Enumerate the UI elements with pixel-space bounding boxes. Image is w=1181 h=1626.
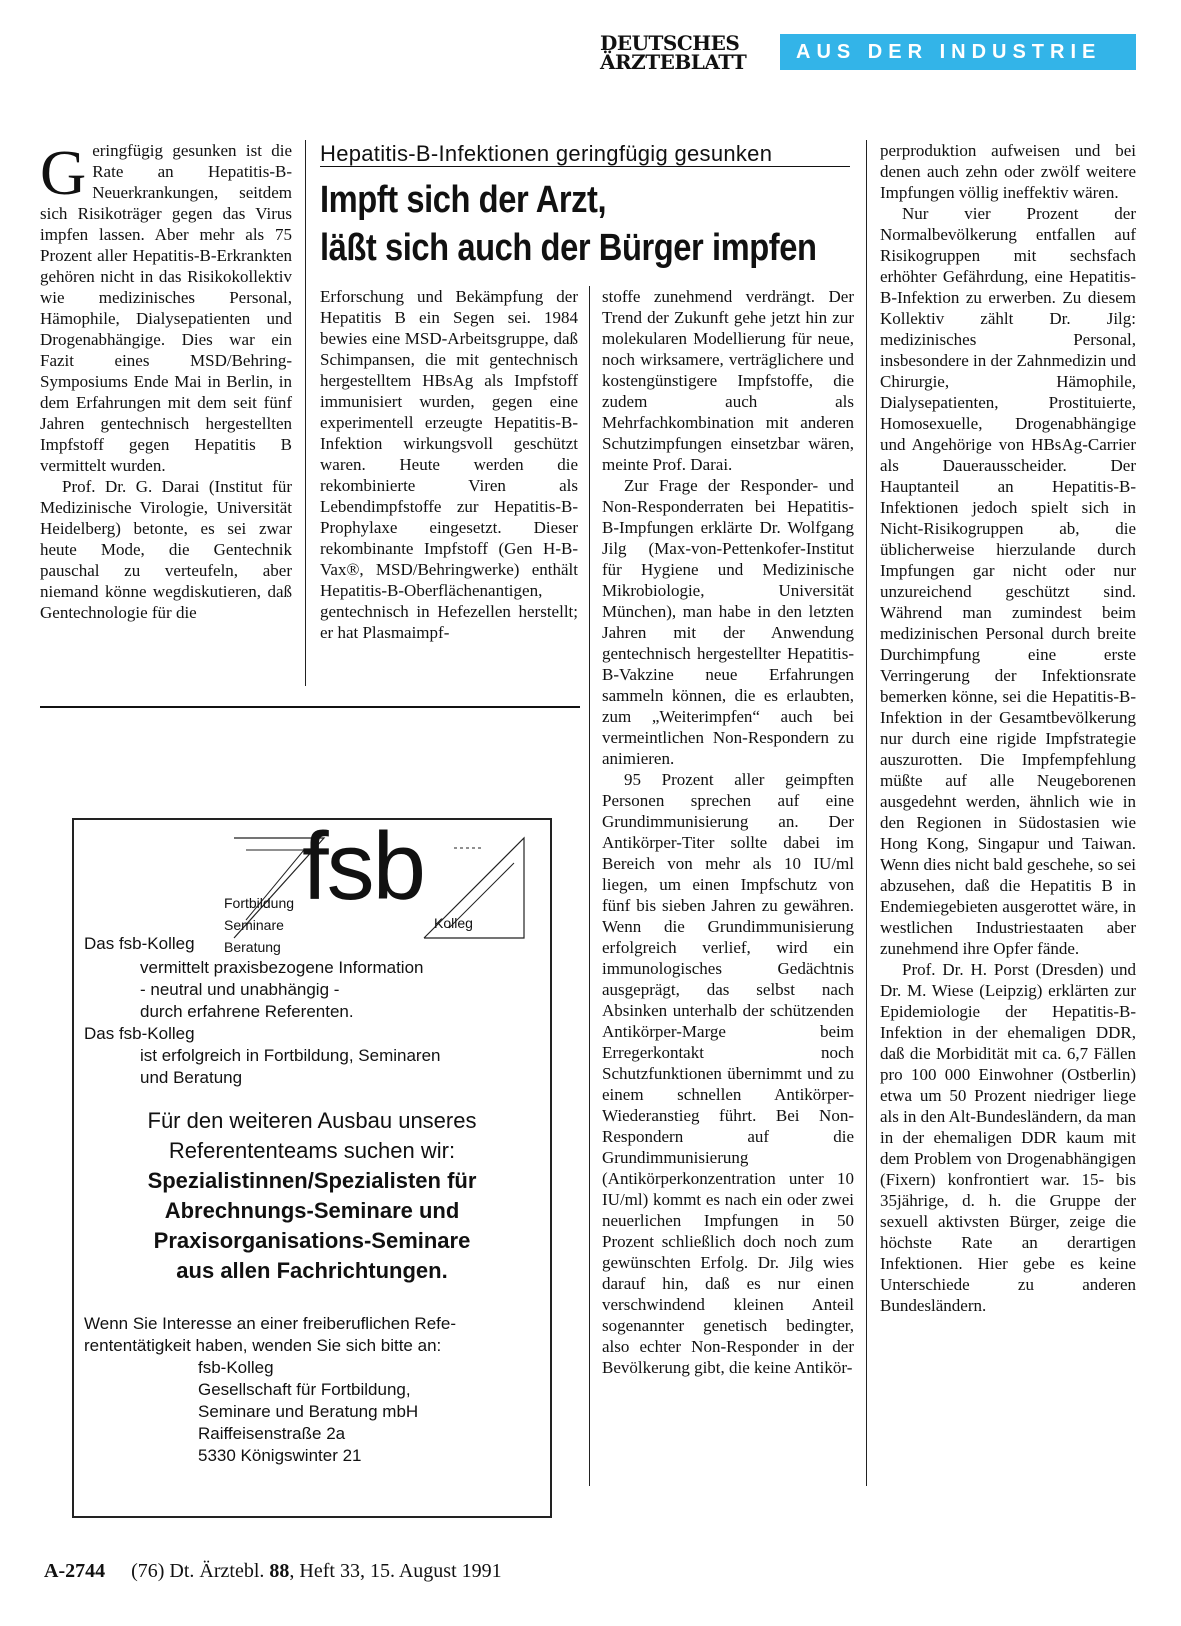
article-column-1 xyxy=(40,137,292,623)
column-divider xyxy=(305,140,306,686)
ad-address: 5330 Königswinter 21 xyxy=(198,1446,362,1465)
ad-text: rententätigkeit haben, wenden Sie sich bitte an: xyxy=(84,1336,442,1355)
ad-address: Seminare und Beratung mbH xyxy=(198,1402,419,1421)
paragraph: eringfügig gesunken ist die Rate an Hepatitis-B-Neuerkrankungen, seitdem sich Risikoträger gegen das Virus impfen lassen. Aber mehr als 75 Prozent aller Hepatitis-B-Erkrankten gehören nicht in das Risikokollektiv wie medizinisches Personal, Hämophile, Dialysepatienten und Drogenabhängige. Dies war ein Fazit eines MSD/Behring-Symposiums Ende Mai in Berlin, in dem Erfahrungen mit dem seit fünf Jahren gentechnisch hergestellten Impfstoff gegen Hepatitis B vermittelt wurden. xyxy=(40,141,292,475)
article-column-3 xyxy=(602,286,854,1378)
ad-headline-bold: Praxisorganisations-Seminare xyxy=(153,1228,471,1253)
ad-address: Gesellschaft für Fortbildung, xyxy=(198,1380,411,1399)
ad-text: - neutral und unabhängig - xyxy=(140,980,340,999)
paragraph: Prof. Dr. H. Porst (Dresden) und Dr. M. Wiese (Leipzig) erklärten zur Epidemiologie der Hepatitis-B-Infektion in der ehemaligen DDR, daß die Morbidität mit ca. 6,7 Fällen pro 100 000 Einwohner (Ostberlin) etwa um 50 Prozent niedriger liege als in den Alt-Bundesländern, da man in der ehemaligen DDR kaum mit dem Problem von Drogenabhängigen (Fixern) konfrontiert war. 15- bis 35jährige, d. h. die Gruppe der sexuell aktivsten Bürger, zeige die höchste Rate an derartigen Infektionen. Hier gebe es keine Unterschiede zu anderen Bundesländern. xyxy=(880,960,1136,1315)
ad-text: Das fsb-Kolleg xyxy=(84,1024,195,1043)
ad-text: und Beratung xyxy=(140,1068,243,1087)
paragraph: stoffe zunehmend verdrängt. Der Trend der Zukunft gehe jetzt hin zur molekularen Modellierung für neue, noch wirksamere, verträglichere und kostengünstigere Impfstoffe, die zudem auch als Mehrfachkombination mit anderen Schutzimpfungen einsetzbar wären, meinte Prof. Darai. xyxy=(602,287,854,474)
kicker-underline xyxy=(320,166,850,167)
ad-headline-bold: Spezialistinnen/Spezialisten für xyxy=(147,1168,477,1193)
drop-cap: G xyxy=(40,137,87,208)
headline-line: läßt sich auch der Bürger impfen xyxy=(320,227,817,269)
paragraph: 95 Prozent aller geimpften Personen sprechen auf eine Grundimmunisierung an. Der Antikörper-Titer sollte dabei im Bereich von mehr als 10 IU/ml liegen, um einen Impfschutz von fünf bis sieben Jahren zu gewähren. Wenn die Grundimmunisierung erfolgreich verlief, wird ein immunologisches Gedächtnis ausgeprägt, das selbst nach Absinken unterhalb der schützenden Antikörper-Marge beim Erregerkontakt noch Schutzfunktionen übernimmt und zu einem schnellen Antikörper-Wiederanstieg führt. Bei Non-Respondern auf die Grundimmunisierung (Antikörperkonzentration unter 10 IU/ml) kommt es nach ein oder zwei neuerlichen Impfungen in 50 Prozent schließlich doch noch zum gewünschten Erfolg. Dr. Jilg wies darauf hin, daß es nur einen verschwindend kleinen Anteil sogenannter genetisch bedingter, also echter Non-Responder in der Bevölkerung gibt, die keine Antikör- xyxy=(602,770,854,1377)
masthead-logo xyxy=(600,31,756,74)
article-column-4 xyxy=(880,140,1136,1316)
footer-volume: 88 xyxy=(269,1560,290,1582)
article-headline xyxy=(320,176,817,272)
article-column-2 xyxy=(320,286,578,643)
section-rule xyxy=(40,706,580,708)
ad-headline: Für den weiteren Ausbau unseres xyxy=(147,1108,477,1133)
ad-text: vermittelt praxisbezogene Information xyxy=(140,958,424,977)
ad-headline: Referententeams suchen wir: xyxy=(168,1138,456,1163)
ad-text: durch erfahrene Referenten. xyxy=(140,1002,354,1021)
paragraph: Nur vier Prozent der Normalbevölkerung entfallen auf Risikogruppen mit sechsfach erhöhter Gefährdung, eine Hepatitis-B-Infektion zu erwerben. Zu diesem Kollektiv zählt Dr. Jilg: medizinisches Personal, insbesondere in der Zahnmedizin und Chirurgie, Hämophile, Dialysepatienten, Prostituierte, Homosexuelle, Drogenabhängige und Angehörige von HBsAg-Carrier als Dauerausscheider. Der Hauptanteil an Hepatitis-B-Infektionen jedoch spielt sich in Nicht-Risikogruppen ab, die üblicherweise hierzulande durch Impfungen gar nicht oder nur unzureichend geschützt sind. Während man zumindest beim medizinischen Personal durch breite Durchimpfung eine erste Verringerung der Infektionsrate bemerken könne, sei die Hepatitis-B-Infektion in der Gesamtbevölkerung nur durch eine rigide Impfstrategie auszurotten. Die Impfempfehlung müßte auf alle Neugeborenen ausgedehnt werden, ähnlich wie in den Regionen in Südostasien wie Hong Kong, Singapur und Taiwan. Wenn dies nicht bald geschehe, so sei abzusehen, daß die Hepatitis B in Endemiegebieten ausgerottet wäre, in westlichen Industriestaaten aber zunehmend ihre Opfer fände. xyxy=(880,204,1136,958)
article-kicker: Hepatitis-B-Infektionen geringfügig gesunken xyxy=(320,141,773,166)
column-divider xyxy=(866,140,867,1486)
logo-word: Fortbildung xyxy=(224,895,295,911)
paragraph: Erforschung und Bekämpfung der Hepatitis B ein Segen sei. 1984 bewies eine MSD-Arbeitsgruppe, daß Schimpansen, die mit gentechnisch hergestelltem HBsAg als Impfstoff immunisiert wurden, gegen eine experimentell erzeugte Hepatitis-B-Infektion wirkungsvoll geschützt waren. Heute werden die rekombinierte Viren als Lebendimpfstoffe zur Hepatitis-B-Prophylaxe eingesetzt. Dieser rekombinante Impfstoff (Gen H-B-Vax®, MSD/Behringwerke) enthält Hepatitis-B-Oberflächenantigen, gentechnisch in Hefezellen herstellt; er hat Plasmaimpf- xyxy=(320,287,578,642)
masthead-line1: DEUTSCHES xyxy=(600,31,740,55)
paragraph: perproduktion aufweisen und bei denen auch zehn oder zwölf weitere Impfungen völlig ineffektiv wären. xyxy=(880,141,1136,202)
fsb-logo-text: fsb xyxy=(302,813,425,920)
ad-address: Raiffeisenstraße 2a xyxy=(198,1424,346,1443)
footer-citation: (76) Dt. Ärztebl. xyxy=(131,1560,270,1582)
paragraph: Prof. Dr. G. Darai (Institut für Medizinische Virologie, Universität Heidelberg) betonte, es sei zwar heute Mode, die Gentechnik pauschal zu verteufeln, aber niemand könne wegdiskutieren, daß Gentechnologie für die xyxy=(40,477,292,622)
headline-line: Impft sich der Arzt, xyxy=(320,179,607,221)
ad-headline-bold: Abrechnungs-Seminare und xyxy=(164,1198,460,1223)
ad-address: fsb-Kolleg xyxy=(198,1358,274,1377)
footer-issue: , Heft 33, 15. August 1991 xyxy=(289,1560,502,1582)
section-rubric: AUS DER INDUSTRIE xyxy=(780,34,1136,70)
column-divider xyxy=(589,286,590,1486)
ad-text: Das fsb-Kolleg xyxy=(84,934,195,953)
paragraph: Zur Frage der Responder- und Non-Responderraten bei Hepatitis-B-Impfungen erklärte Dr. Wolfgang Jilg (Max-von-Pettenkofer-Institut für Hygiene und Medizinische Mikrobiologie, Universität München), man habe in den letzten Jahren mit der Anwendung gentechnisch hergestellter Hepatitis-B-Vakzine neue Erfahrungen sammeln können, die es erlaubten, zum „Weiterimpfen“ auch bei vermeintlichen Non-Respondern zu animieren. xyxy=(602,476,854,768)
logo-word: Kolleg xyxy=(434,915,473,931)
page-number: A-2744 xyxy=(44,1560,106,1582)
ad-text: Wenn Sie Interesse an einer freiberuflichen Refe- xyxy=(84,1314,456,1333)
logo-word: Beratung xyxy=(224,939,281,955)
fsb-advertisement xyxy=(72,813,552,1518)
ad-headline-bold: aus allen Fachrichtungen. xyxy=(176,1258,448,1283)
masthead-line2: ÄRZTEBLATT xyxy=(600,50,747,74)
logo-word: Seminare xyxy=(224,917,284,933)
ad-text: ist erfolgreich in Fortbildung, Seminaren xyxy=(140,1046,441,1065)
page-footer xyxy=(44,1560,502,1583)
